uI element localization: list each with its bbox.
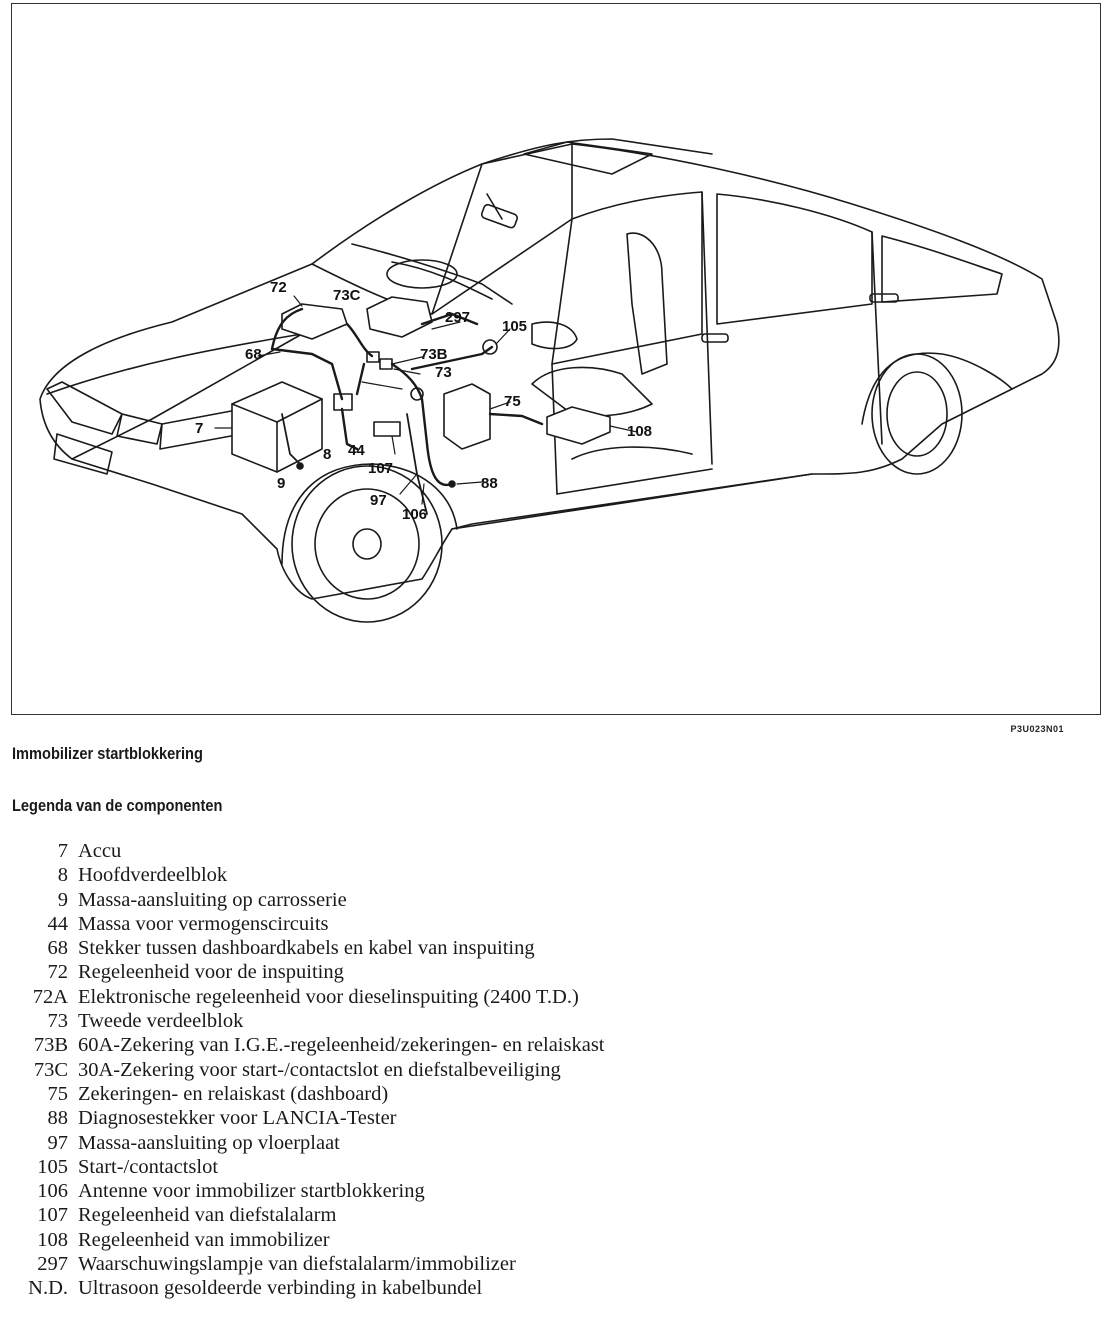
figure-code: P3U023N01 <box>1010 724 1064 734</box>
legend-code: 72A <box>32 985 68 1008</box>
legend-item <box>0 1132 605 1156</box>
legend-item <box>0 1059 605 1083</box>
legend-description: Waarschuwingslampje van diefstalalarm/immobilizer <box>78 1253 516 1276</box>
callout-label: 88 <box>481 475 498 492</box>
legend-item <box>0 864 605 888</box>
legend-code: 106 <box>37 1180 68 1203</box>
legend-item <box>0 1204 605 1228</box>
legend-code: 72 <box>47 961 68 984</box>
callout-label: 105 <box>502 318 528 335</box>
callout-label: 107 <box>368 460 394 477</box>
legend-item <box>0 1107 605 1131</box>
legend-description: 30A-Zekering voor start-/contactslot en diefstalbeveiliging <box>78 1058 561 1081</box>
legend-description: Antenne voor immobilizer startblokkering <box>78 1180 425 1203</box>
legend-code: 105 <box>37 1155 68 1178</box>
legend-description: Massa-aansluiting op carrosserie <box>78 888 347 911</box>
legend-item <box>0 889 605 913</box>
callout-label: 75 <box>504 393 521 410</box>
legend-code: 97 <box>47 1131 68 1154</box>
legend-code: 8 <box>57 864 68 887</box>
legend-description: 60A-Zekering van I.G.E.-regeleenheid/zekeringen- en relaiskast <box>78 1034 605 1057</box>
legend-item <box>0 1034 605 1058</box>
legend-title: Legenda van de componenten <box>12 796 223 815</box>
legend-code: 297 <box>37 1253 68 1276</box>
legend-description: Ultrasoon gesoldeerde verbinding in kabelbundel <box>78 1277 483 1300</box>
legend-item <box>0 1083 605 1107</box>
callout-label: 7 <box>195 420 204 437</box>
legend-description: Zekeringen- en relaiskast (dashboard) <box>78 1082 389 1105</box>
legend-code: 107 <box>37 1204 68 1227</box>
callout-label: 9 <box>277 475 286 492</box>
legend-description: Regeleenheid van immobilizer <box>78 1228 330 1251</box>
legend-description: Tweede verdeelblok <box>78 1010 244 1033</box>
legend-item <box>0 986 605 1010</box>
legend-item <box>0 1253 605 1277</box>
callout-label: 72 <box>270 279 287 296</box>
legend-description: Accu <box>78 840 122 862</box>
legend-item <box>0 1180 605 1204</box>
legend-description: Diagnosestekker voor LANCIA-Tester <box>78 1107 397 1130</box>
legend-code: 73B <box>33 1034 68 1057</box>
legend-description: Stekker tussen dashboardkabels en kabel van inspuiting <box>78 937 535 960</box>
legend-description: Hoofdverdeelblok <box>78 864 228 887</box>
callout-label: 97 <box>370 492 387 509</box>
component-legend <box>0 840 605 1302</box>
legend-item <box>0 913 605 937</box>
legend-description: Elektronische regeleenheid voor dieselinspuiting (2400 T.D.) <box>78 985 579 1008</box>
legend-description: Regeleenheid van diefstalalarm <box>78 1204 337 1227</box>
legend-item <box>0 1156 605 1180</box>
callout-label: 106 <box>402 506 428 523</box>
callout-label: 73 <box>435 364 452 381</box>
legend-code: 9 <box>57 888 68 911</box>
callout-label: 73C <box>333 287 361 304</box>
legend-code: 44 <box>47 912 68 935</box>
legend-description: Start-/contactslot <box>78 1155 219 1178</box>
figure-caption: Immobilizer startblokkering <box>12 744 203 763</box>
legend-code: 73 <box>47 1010 68 1033</box>
legend-description: Regeleenheid voor de inspuiting <box>78 961 344 984</box>
legend-item <box>0 1277 605 1301</box>
legend-code: N.D. <box>28 1277 68 1300</box>
callout-label: 44 <box>348 442 365 459</box>
legend-code: 75 <box>47 1082 68 1105</box>
callout-label: 8 <box>323 446 332 463</box>
car-wiring-illustration <box>12 4 1099 713</box>
legend-code: 68 <box>47 937 68 960</box>
callout-label: 68 <box>245 346 262 363</box>
legend-code: 73C <box>33 1058 68 1081</box>
legend-description: Massa-aansluiting op vloerplaat <box>78 1131 340 1154</box>
legend-item <box>0 1229 605 1253</box>
callout-label: 73B <box>420 346 448 363</box>
legend-item <box>0 937 605 961</box>
legend-code: 7 <box>57 840 68 862</box>
diagram-frame <box>11 3 1101 715</box>
legend-description: Massa voor vermogenscircuits <box>78 912 329 935</box>
car-body <box>40 139 1059 622</box>
legend-code: 88 <box>47 1107 68 1130</box>
legend-item <box>0 840 605 864</box>
callout-label: 108 <box>627 423 653 440</box>
legend-code: 108 <box>37 1228 68 1251</box>
legend-item <box>0 1010 605 1034</box>
callout-label: 297 <box>445 309 471 326</box>
legend-item <box>0 961 605 985</box>
